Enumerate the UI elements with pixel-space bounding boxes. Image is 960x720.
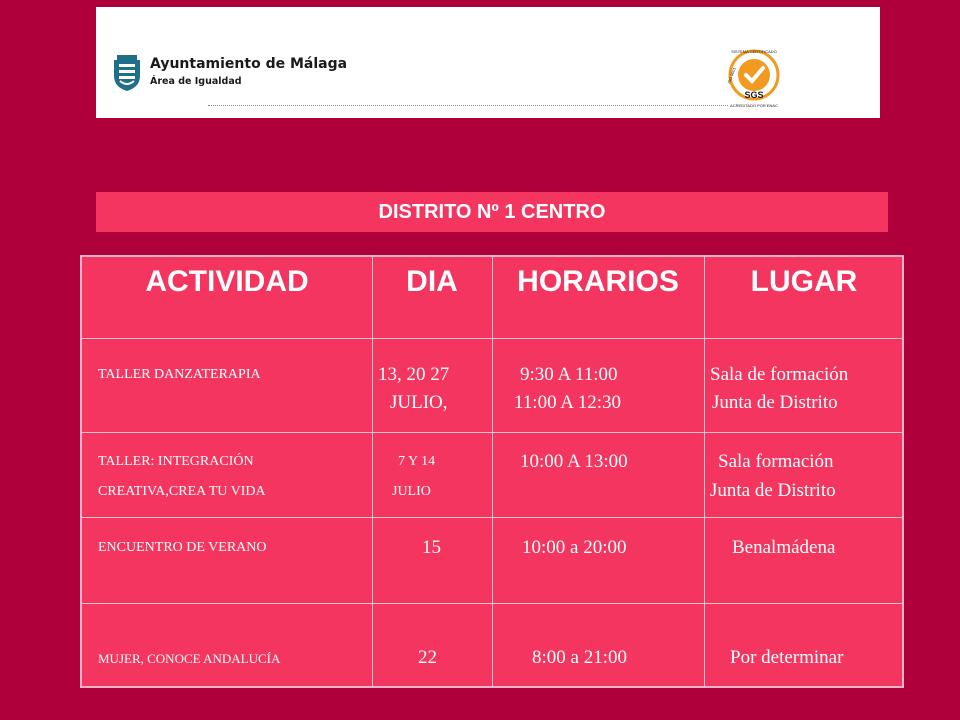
seal-iso-text: ISO 9001: [726, 66, 737, 85]
row2-dia-line1: 7 Y 14: [398, 454, 436, 469]
header-actividad: ACTIVIDAD: [145, 265, 309, 298]
row1-horario-line1: 9:30 A 11:00: [520, 364, 618, 385]
row-divider: [82, 517, 902, 518]
row3-horario: 10:00 a 20:00: [522, 537, 627, 558]
header-divider: [208, 105, 728, 106]
row4-actividad: MUJER, CONOCE ANDALUCÍA: [98, 651, 281, 666]
row3-lugar: Benalmádena: [732, 537, 836, 558]
header-horarios: HORARIOS: [517, 265, 679, 298]
row2-actividad-line2: CREATIVA,CREA TU VIDA: [98, 484, 266, 499]
row-divider: [82, 338, 902, 339]
row2-lugar-line2: Junta de Distrito: [710, 480, 836, 501]
row2-dia-line2: JULIO: [392, 484, 431, 499]
row4-lugar: Por determinar: [730, 647, 844, 668]
row1-lugar-line2: Junta de Distrito: [712, 392, 838, 413]
header-dia: DIA: [406, 265, 458, 298]
row3-dia: 15: [422, 537, 441, 558]
row1-actividad: TALLER DANZATERAPIA: [98, 367, 261, 382]
city-logo: [112, 48, 352, 98]
coat-of-arms-icon: [112, 54, 142, 92]
activities-table: [80, 255, 904, 688]
seal-accreditation: ACREDITADO POR ENAC: [730, 103, 778, 108]
column-divider: [704, 257, 705, 686]
row3-actividad: ENCUENTRO DE VERANO: [98, 540, 267, 555]
sgs-certification-seal: [724, 48, 784, 110]
row4-dia: 22: [418, 647, 437, 668]
row4-horario: 8:00 a 21:00: [532, 647, 627, 668]
seal-top-text: SISTEMA CERTIFICADO: [731, 49, 777, 54]
row2-lugar-line1: Sala formación: [718, 451, 834, 472]
row1-dia-line1: 13, 20 27: [378, 364, 450, 385]
row1-dia-line2: JULIO,: [390, 392, 448, 413]
column-divider: [492, 257, 493, 686]
row1-horario-line2: 11:00 A 12:30: [514, 392, 621, 413]
row-divider: [82, 432, 902, 433]
header-lugar: LUGAR: [750, 265, 858, 298]
row2-horario: 10:00 A 13:00: [520, 451, 628, 472]
seal-brand: SGS: [744, 90, 764, 100]
row1-lugar-line1: Sala de formación: [710, 364, 849, 385]
org-name: Ayuntamiento de Málaga: [150, 56, 348, 72]
org-subtitle: Área de Igualdad: [150, 76, 242, 87]
row-divider: [82, 603, 902, 604]
row2-actividad-line1: TALLER: INTEGRACIÓN: [98, 454, 254, 469]
column-divider: [372, 257, 373, 686]
district-title: DISTRITO Nº 1 CENTRO: [96, 192, 888, 232]
